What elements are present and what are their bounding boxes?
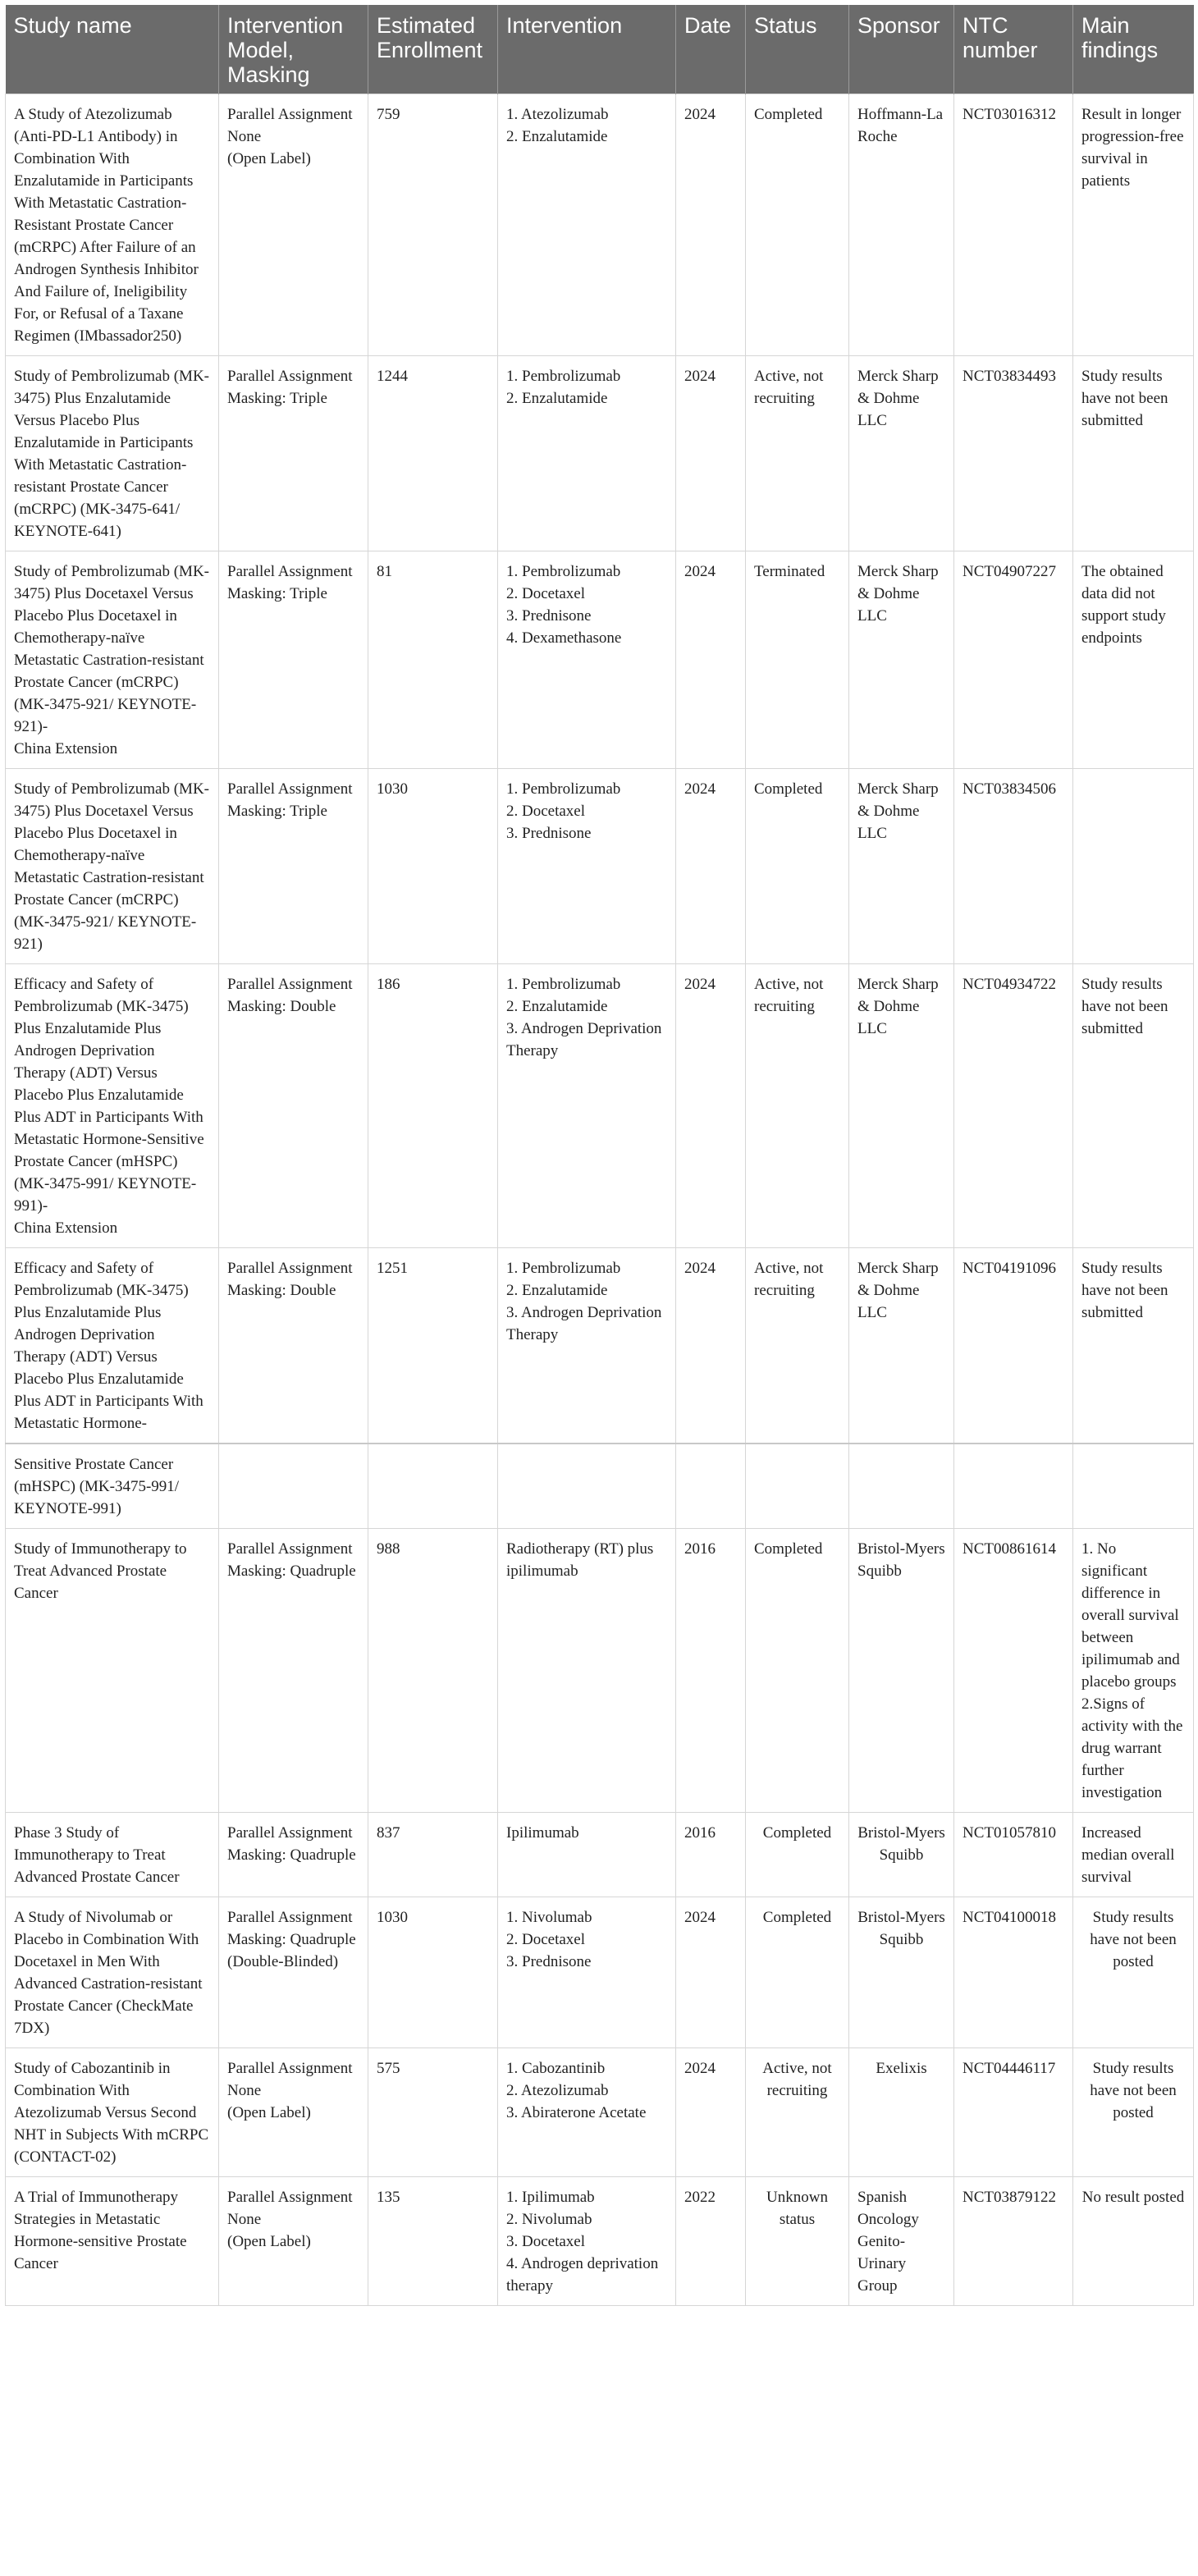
ntc-cell: NCT03834493: [954, 356, 1073, 551]
table-row: [6, 551, 1194, 769]
sponsor-cell: Bristol-Myers Squibb: [849, 1529, 954, 1813]
table-row: [6, 1897, 1194, 2048]
clinical-trials-table: [5, 5, 1194, 2306]
table-row: [6, 1813, 1194, 1897]
findings-cell: Increased median overall survival: [1073, 1813, 1194, 1897]
trials-table-container: [5, 5, 1193, 2306]
intervention-cell: Radiotherapy (RT) plus ipilimumab: [498, 1529, 676, 1813]
date-cell: 2024: [676, 356, 746, 551]
status-cell: Active, not recruiting: [746, 2048, 849, 2177]
status-cell: Active, not recruiting: [746, 964, 849, 1248]
study-name-cell: Study of Pembrolizumab (MK-3475) Plus Docetaxel Versus Placebo Plus Docetaxel in Chemotherapy-naïve Metastatic Castration-resistant Prostate Cancer (mCRPC) (MK-3475-921/ KEYNOTE-921)- China Extension: [6, 551, 219, 769]
table-row: [6, 2048, 1194, 2177]
status-cell: Completed: [746, 769, 849, 964]
ntc-cell: NCT04446117: [954, 2048, 1073, 2177]
status-cell: [746, 1444, 849, 1529]
ntc-cell: NCT04100018: [954, 1897, 1073, 2048]
table-row: [6, 94, 1194, 356]
study-name-cell: Efficacy and Safety of Pembrolizumab (MK-3475) Plus Enzalutamide Plus Androgen Deprivation Therapy (ADT) Versus Placebo Plus Enzalutamide Plus ADT in Participants With Metastatic Hormone-: [6, 1248, 219, 1444]
enrollment-cell: 759: [368, 94, 498, 356]
model-cell: Parallel Assignment Masking: Triple: [219, 356, 368, 551]
status-cell: Completed: [746, 1813, 849, 1897]
model-cell: [219, 1444, 368, 1529]
date-cell: 2024: [676, 964, 746, 1248]
model-cell: Parallel Assignment None (Open Label): [219, 2048, 368, 2177]
status-cell: Active, not recruiting: [746, 1248, 849, 1444]
study-name-cell: A Study of Atezolizumab (Anti-PD-L1 Antibody) in Combination With Enzalutamide in Participants With Metastatic Castration-Resistant Prostate Cancer (mCRPC) After Failure of an Androgen Synthesis Inhibitor And Failure of, Ineligibility For, or Refusal of a Taxane Regimen (IMbassador250): [6, 94, 219, 356]
status-cell: Unknown status: [746, 2177, 849, 2306]
intervention-cell: 1. Cabozantinib 2. Atezolizumab 3. Abiraterone Acetate: [498, 2048, 676, 2177]
status-cell: Completed: [746, 94, 849, 356]
ntc-cell: NCT00861614: [954, 1529, 1073, 1813]
enrollment-cell: 1030: [368, 769, 498, 964]
findings-cell: Study results have not been submitted: [1073, 1248, 1194, 1444]
ntc-cell: NCT04907227: [954, 551, 1073, 769]
model-cell: Parallel Assignment Masking: Quadruple: [219, 1813, 368, 1897]
date-cell: 2024: [676, 2048, 746, 2177]
col-header-study-name: Study name: [6, 5, 219, 94]
model-cell: Parallel Assignment Masking: Quadruple (Double-Blinded): [219, 1897, 368, 2048]
sponsor-cell: Merck Sharp & Dohme LLC: [849, 356, 954, 551]
intervention-cell: [498, 1444, 676, 1529]
study-name-cell: A Study of Nivolumab or Placebo in Combination With Docetaxel in Men With Advanced Castration-resistant Prostate Cancer (CheckMate 7DX): [6, 1897, 219, 2048]
enrollment-cell: 1244: [368, 356, 498, 551]
sponsor-cell: Merck Sharp & Dohme LLC: [849, 1248, 954, 1444]
sponsor-cell: Merck Sharp & Dohme LLC: [849, 551, 954, 769]
ntc-cell: NCT03016312: [954, 94, 1073, 356]
col-header-enrollment: Estimated Enrollment: [368, 5, 498, 94]
date-cell: 2016: [676, 1813, 746, 1897]
model-cell: Parallel Assignment Masking: Quadruple: [219, 1529, 368, 1813]
intervention-cell: 1. Pembrolizumab 2. Docetaxel 3. Prednisone 4. Dexamethasone: [498, 551, 676, 769]
table-row: [6, 1529, 1194, 1813]
table-row: [6, 1248, 1194, 1444]
findings-cell: [1073, 769, 1194, 964]
date-cell: 2016: [676, 1529, 746, 1813]
sponsor-cell: Exelixis: [849, 2048, 954, 2177]
findings-cell: Result in longer progression-free survival in patients: [1073, 94, 1194, 356]
findings-cell: The obtained data did not support study endpoints: [1073, 551, 1194, 769]
enrollment-cell: 81: [368, 551, 498, 769]
date-cell: 2022: [676, 2177, 746, 2306]
intervention-cell: 1. Pembrolizumab 2. Enzalutamide 3. Androgen Deprivation Therapy: [498, 964, 676, 1248]
findings-cell: Study results have not been submitted: [1073, 356, 1194, 551]
findings-cell: Study results have not been submitted: [1073, 964, 1194, 1248]
col-header-date: Date: [676, 5, 746, 94]
status-cell: Completed: [746, 1529, 849, 1813]
intervention-cell: Ipilimumab: [498, 1813, 676, 1897]
sponsor-cell: Hoffmann-La Roche: [849, 94, 954, 356]
findings-cell: No result posted: [1073, 2177, 1194, 2306]
findings-cell: Study results have not been posted: [1073, 2048, 1194, 2177]
ntc-cell: [954, 1444, 1073, 1529]
status-cell: Active, not recruiting: [746, 356, 849, 551]
table-row: [6, 964, 1194, 1248]
model-cell: Parallel Assignment None (Open Label): [219, 94, 368, 356]
status-cell: Terminated: [746, 551, 849, 769]
model-cell: Parallel Assignment None (Open Label): [219, 2177, 368, 2306]
col-header-intervention: Intervention: [498, 5, 676, 94]
study-name-cell: A Trial of Immunotherapy Strategies in Metastatic Hormone-sensitive Prostate Cancer: [6, 2177, 219, 2306]
study-name-cell: Sensitive Prostate Cancer (mHSPC) (MK-3475-991/ KEYNOTE-991): [6, 1444, 219, 1529]
ntc-cell: NCT01057810: [954, 1813, 1073, 1897]
col-header-intervention-model: Intervention Model, Masking: [219, 5, 368, 94]
study-name-cell: Phase 3 Study of Immunotherapy to Treat Advanced Prostate Cancer: [6, 1813, 219, 1897]
intervention-cell: 1. Ipilimumab 2. Nivolumab 3. Docetaxel 4. Androgen deprivation therapy: [498, 2177, 676, 2306]
intervention-cell: 1. Pembrolizumab 2. Docetaxel 3. Prednisone: [498, 769, 676, 964]
sponsor-cell: [849, 1444, 954, 1529]
col-header-sponsor: Sponsor: [849, 5, 954, 94]
sponsor-cell: Bristol-Myers Squibb: [849, 1813, 954, 1897]
date-cell: 2024: [676, 1897, 746, 2048]
table-row-continuation: [6, 1444, 1194, 1529]
col-header-ntc-number: NTC number: [954, 5, 1073, 94]
ntc-cell: NCT04191096: [954, 1248, 1073, 1444]
enrollment-cell: [368, 1444, 498, 1529]
date-cell: 2024: [676, 769, 746, 964]
model-cell: Parallel Assignment Masking: Double: [219, 1248, 368, 1444]
col-header-status: Status: [746, 5, 849, 94]
findings-cell: [1073, 1444, 1194, 1529]
sponsor-cell: Spanish Oncology Genito-Urinary Group: [849, 2177, 954, 2306]
study-name-cell: Study of Pembrolizumab (MK-3475) Plus Enzalutamide Versus Placebo Plus Enzalutamide in Participants With Metastatic Castration-resistant Prostate Cancer (mCRPC) (MK-3475-641/ KEYNOTE-641): [6, 356, 219, 551]
enrollment-cell: 575: [368, 2048, 498, 2177]
table-row: [6, 769, 1194, 964]
findings-cell: Study results have not been posted: [1073, 1897, 1194, 2048]
enrollment-cell: 135: [368, 2177, 498, 2306]
study-name-cell: Efficacy and Safety of Pembrolizumab (MK-3475) Plus Enzalutamide Plus Androgen Deprivation Therapy (ADT) Versus Placebo Plus Enzalutamide Plus ADT in Participants With Metastatic Hormone-Sensitive Prostate Cancer (mHSPC) (MK-3475-991/ KEYNOTE-991)- China Extension: [6, 964, 219, 1248]
table-row: [6, 356, 1194, 551]
study-name-cell: Study of Pembrolizumab (MK-3475) Plus Docetaxel Versus Placebo Plus Docetaxel in Chemotherapy-naïve Metastatic Castration-resistant Prostate Cancer (mCRPC) (MK-3475-921/ KEYNOTE-921): [6, 769, 219, 964]
enrollment-cell: 837: [368, 1813, 498, 1897]
sponsor-cell: Merck Sharp & Dohme LLC: [849, 769, 954, 964]
findings-cell: 1. No significant difference in overall survival between ipilimumab and placebo groups 2.Signs of activity with the drug warrant further investigation: [1073, 1529, 1194, 1813]
model-cell: Parallel Assignment Masking: Double: [219, 964, 368, 1248]
date-cell: [676, 1444, 746, 1529]
sponsor-cell: Merck Sharp & Dohme LLC: [849, 964, 954, 1248]
enrollment-cell: 1030: [368, 1897, 498, 2048]
study-name-cell: Study of Immunotherapy to Treat Advanced Prostate Cancer: [6, 1529, 219, 1813]
table-header-row: [6, 5, 1194, 94]
date-cell: 2024: [676, 1248, 746, 1444]
table-row: [6, 2177, 1194, 2306]
enrollment-cell: 186: [368, 964, 498, 1248]
enrollment-cell: 1251: [368, 1248, 498, 1444]
date-cell: 2024: [676, 551, 746, 769]
intervention-cell: 1. Atezolizumab 2. Enzalutamide: [498, 94, 676, 356]
ntc-cell: NCT03879122: [954, 2177, 1073, 2306]
date-cell: 2024: [676, 94, 746, 356]
col-header-main-findings: Main findings: [1073, 5, 1194, 94]
ntc-cell: NCT03834506: [954, 769, 1073, 964]
intervention-cell: 1. Pembrolizumab 2. Enzalutamide 3. Androgen Deprivation Therapy: [498, 1248, 676, 1444]
sponsor-cell: Bristol-Myers Squibb: [849, 1897, 954, 2048]
intervention-cell: 1. Pembrolizumab 2. Enzalutamide: [498, 356, 676, 551]
model-cell: Parallel Assignment Masking: Triple: [219, 551, 368, 769]
status-cell: Completed: [746, 1897, 849, 2048]
enrollment-cell: 988: [368, 1529, 498, 1813]
ntc-cell: NCT04934722: [954, 964, 1073, 1248]
study-name-cell: Study of Cabozantinib in Combination With Atezolizumab Versus Second NHT in Subjects With mCRPC (CONTACT-02): [6, 2048, 219, 2177]
intervention-cell: 1. Nivolumab 2. Docetaxel 3. Prednisone: [498, 1897, 676, 2048]
model-cell: Parallel Assignment Masking: Triple: [219, 769, 368, 964]
